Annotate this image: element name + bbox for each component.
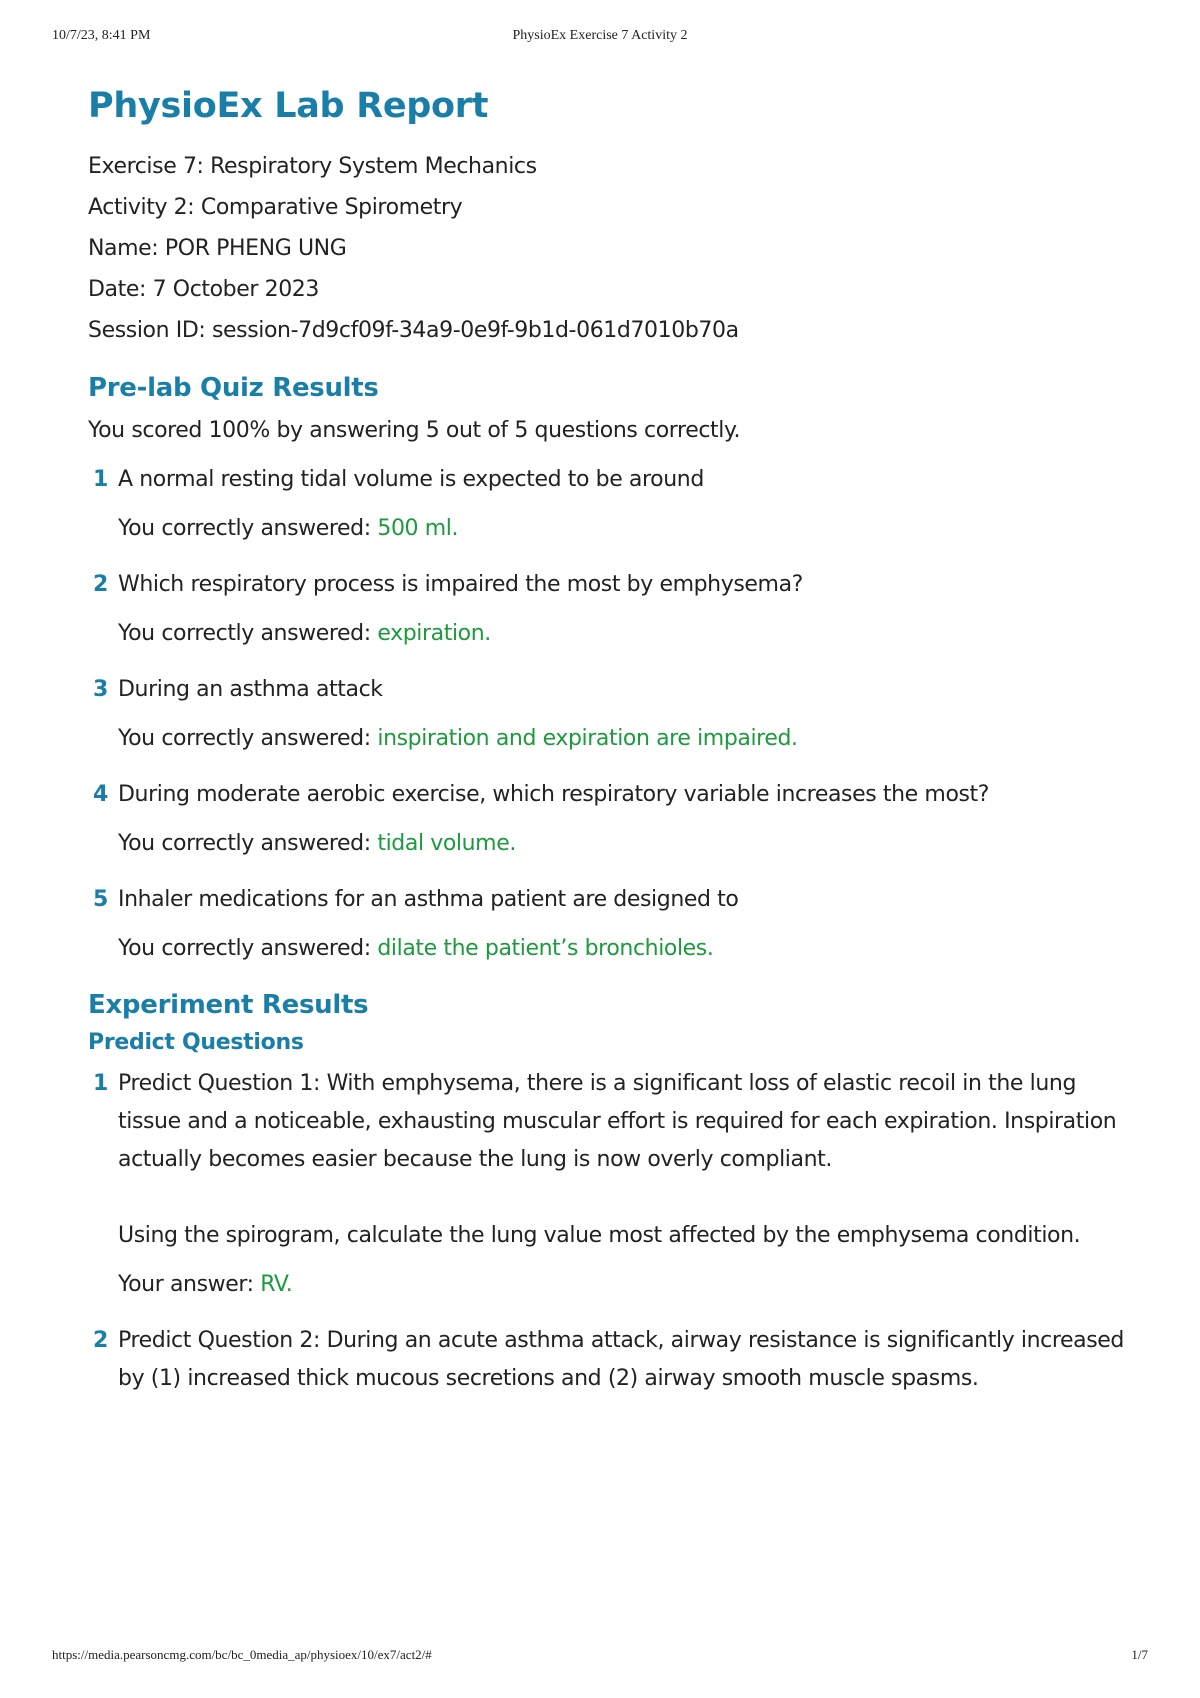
answer-prefix: You correctly answered: xyxy=(118,726,378,751)
quiz-question xyxy=(88,566,1128,653)
question-text: Predict Question 1: With emphysema, there is a significant loss of elastic recoil in the lung tissue and a noticeable, exhausting muscular effort is required for each expiration. Inspiration actually becomes easier because the lung is now overly compliant. xyxy=(118,1071,1117,1172)
answer-value: dilate the patient’s bronchioles. xyxy=(377,936,714,961)
question-number: 4 xyxy=(93,782,109,807)
activity-line: Activity 2: Comparative Spirometry xyxy=(88,195,463,220)
question-number: 2 xyxy=(93,1328,109,1353)
answer-value: 500 ml. xyxy=(377,516,459,541)
spacer xyxy=(118,1179,1128,1217)
question-text: Inhaler medications for an asthma patient are designed to xyxy=(118,887,739,912)
predict-question xyxy=(88,1065,1128,1304)
question-answer xyxy=(118,825,1128,863)
question-text: A normal resting tidal volume is expected to be around xyxy=(118,467,704,492)
question-answer xyxy=(118,510,1128,548)
question-number: 3 xyxy=(93,677,109,702)
question-answer xyxy=(118,720,1128,758)
question-number: 2 xyxy=(93,572,109,597)
question-number: 1 xyxy=(93,467,109,492)
report-date: Date: 7 October 2023 xyxy=(88,277,320,302)
exercise-line: Exercise 7: Respiratory System Mechanics xyxy=(88,154,537,179)
question-number: 5 xyxy=(93,887,109,912)
question-answer xyxy=(118,930,1128,968)
answer-prefix: You correctly answered: xyxy=(118,831,378,856)
answer-prefix: Your answer: xyxy=(118,1272,261,1297)
report-title: PhysioEx Lab Report xyxy=(88,86,489,126)
question-text: Which respiratory process is impaired the most by emphysema? xyxy=(118,572,803,597)
print-footer xyxy=(52,1647,1148,1667)
quiz-score: You scored 100% by answering 5 out of 5 questions correctly. xyxy=(88,418,741,443)
answer-value: RV. xyxy=(260,1272,293,1297)
predict-questions-heading: Predict Questions xyxy=(88,1030,304,1055)
question-text: Predict Question 2: During an acute asthma attack, airway resistance is significantly increased by (1) increased thick mucous secretions and (2) airway smooth muscle spasms. xyxy=(118,1328,1124,1391)
print-datetime: 10/7/23, 8:41 PM xyxy=(52,28,151,43)
quiz-question xyxy=(88,776,1128,863)
question-text: During an asthma attack xyxy=(118,677,383,702)
question-text: During moderate aerobic exercise, which respiratory variable increases the most? xyxy=(118,782,990,807)
quiz-question xyxy=(88,671,1128,758)
predict-question xyxy=(88,1322,1128,1398)
student-name: Name: POR PHENG UNG xyxy=(88,236,347,261)
experiment-heading: Experiment Results xyxy=(88,990,369,1020)
answer-value: tidal volume. xyxy=(377,831,516,856)
answer-value: expiration. xyxy=(377,621,491,646)
answer-prefix: You correctly answered: xyxy=(118,621,378,646)
print-page-number: 1/7 xyxy=(1131,1647,1148,1662)
session-id: Session ID: session-7d9cf09f-34a9-0e9f-9b1d-061d7010b70a xyxy=(88,318,739,343)
prelab-heading: Pre-lab Quiz Results xyxy=(88,373,379,403)
quiz-question xyxy=(88,461,1128,548)
report-content xyxy=(88,86,1128,1416)
answer-prefix: You correctly answered: xyxy=(118,936,378,961)
question-number: 1 xyxy=(93,1071,109,1096)
quiz-question xyxy=(88,881,1128,968)
question-answer xyxy=(118,615,1128,653)
question-answer xyxy=(118,1266,1128,1304)
answer-value: inspiration and expiration are impaired. xyxy=(377,726,798,751)
print-url: https://media.pearsoncmg.com/bc/bc_0media_ap/physioex/10/ex7/act2/# xyxy=(52,1647,432,1662)
question-instruction: Using the spirogram, calculate the lung value most affected by the emphysema condition. xyxy=(118,1223,1081,1248)
print-page-title: PhysioEx Exercise 7 Activity 2 xyxy=(512,28,688,43)
print-header xyxy=(52,28,1148,48)
answer-prefix: You correctly answered: xyxy=(118,516,378,541)
